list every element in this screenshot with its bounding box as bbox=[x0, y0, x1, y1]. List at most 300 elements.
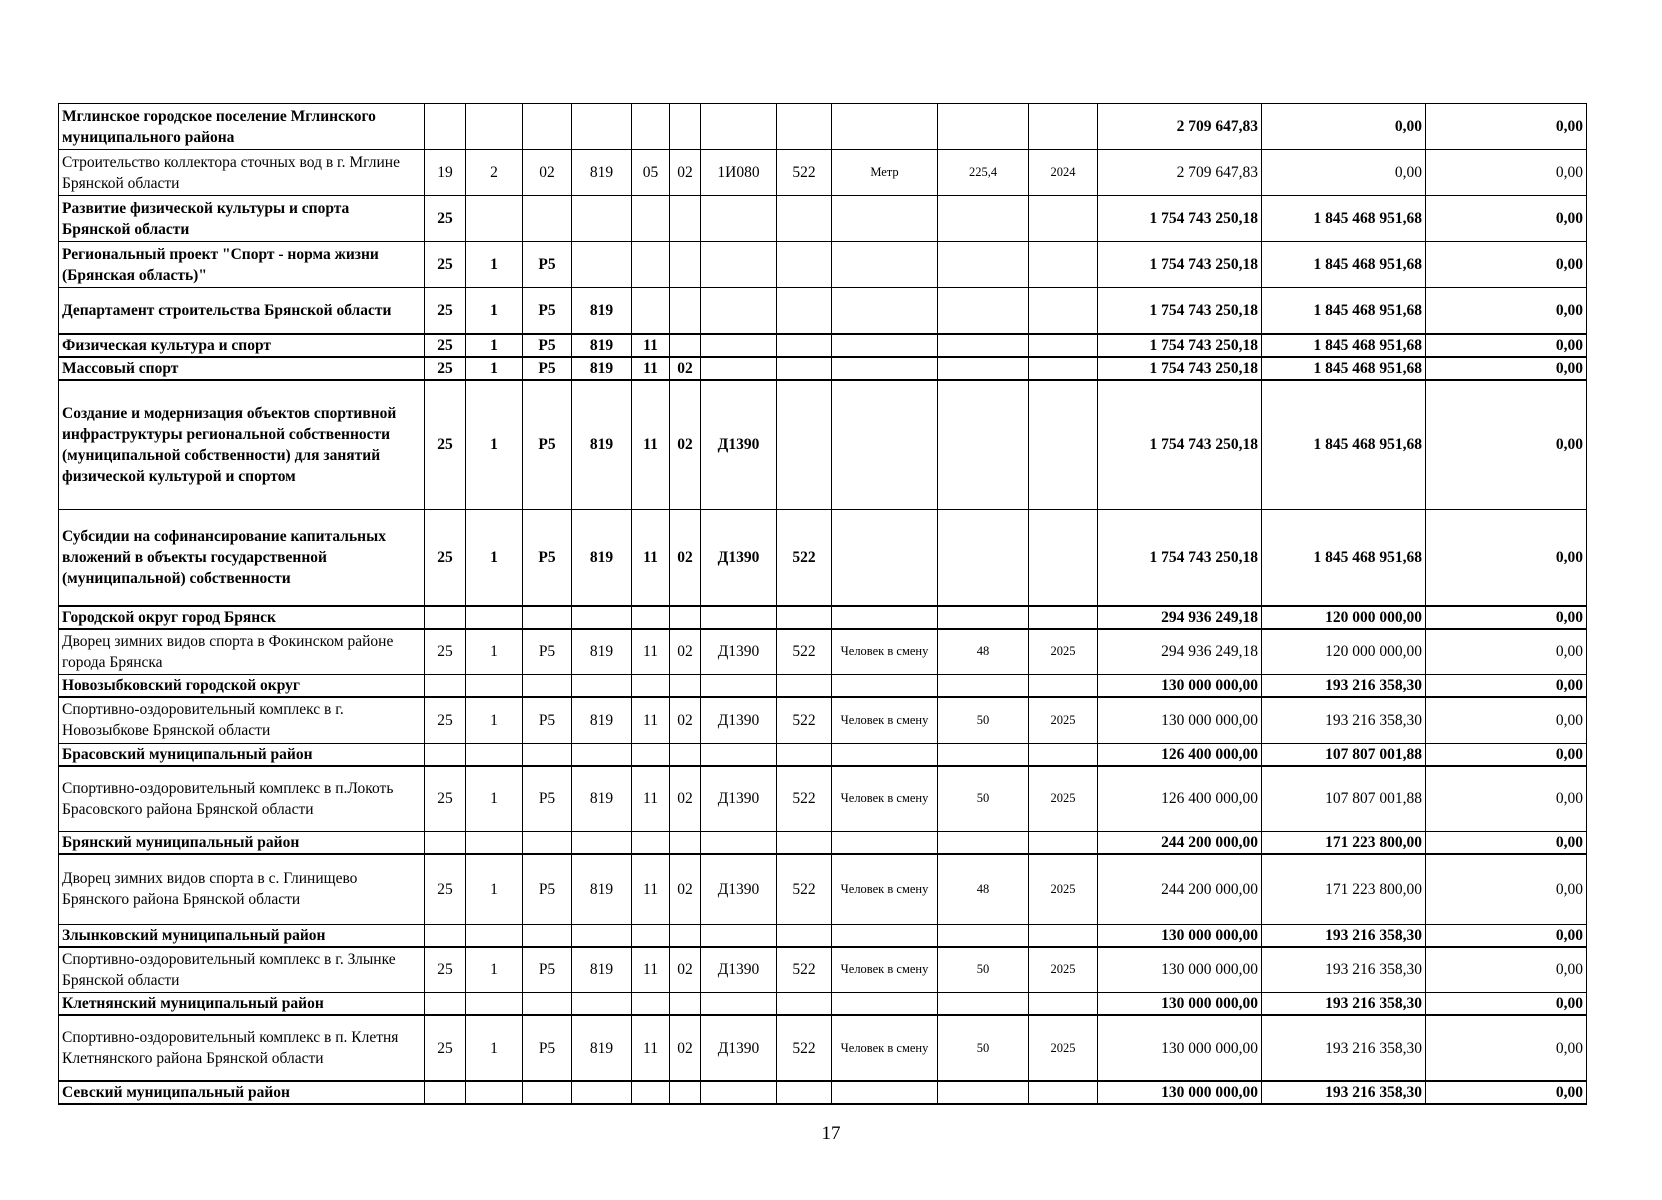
table-row bbox=[59, 993, 1587, 1016]
target-article-cell: Д1390 bbox=[701, 766, 777, 832]
project-code-cell bbox=[523, 196, 572, 242]
amount-year3-cell: 0,00 bbox=[1426, 104, 1587, 150]
subsection-code-cell: 02 bbox=[670, 357, 701, 380]
subprogram-code-cell: 1 bbox=[466, 766, 523, 832]
item-name-cell: Региональный проект "Спорт - норма жизни (Брянская область)" bbox=[59, 242, 425, 288]
project-code-cell: Р5 bbox=[523, 766, 572, 832]
subsection-code-cell bbox=[670, 288, 701, 334]
amount-year2-cell: 171 223 800,00 bbox=[1262, 854, 1426, 924]
amount-year2-cell: 193 216 358,30 bbox=[1262, 993, 1426, 1016]
capacity-cell bbox=[938, 743, 1029, 766]
department-code-cell bbox=[572, 104, 632, 150]
subprogram-code-cell bbox=[466, 606, 523, 629]
project-code-cell: 02 bbox=[523, 150, 572, 196]
year-cell bbox=[1029, 606, 1098, 629]
amount-year3-cell: 0,00 bbox=[1426, 510, 1587, 606]
program-code-cell: 25 bbox=[425, 629, 466, 675]
amount-year3-cell: 0,00 bbox=[1426, 380, 1587, 510]
year-cell bbox=[1029, 380, 1098, 510]
section-code-cell: 11 bbox=[632, 510, 670, 606]
amount-year1-cell: 1 754 743 250,18 bbox=[1098, 357, 1262, 380]
department-code-cell bbox=[572, 242, 632, 288]
unit-cell bbox=[832, 743, 938, 766]
amount-year1-cell: 2 709 647,83 bbox=[1098, 104, 1262, 150]
expense-type-cell bbox=[777, 196, 832, 242]
department-code-cell bbox=[572, 1081, 632, 1104]
capacity-cell: 225,4 bbox=[938, 150, 1029, 196]
project-code-cell: Р5 bbox=[523, 854, 572, 924]
project-code-cell: Р5 bbox=[523, 629, 572, 675]
section-code-cell: 05 bbox=[632, 150, 670, 196]
department-code-cell: 819 bbox=[572, 697, 632, 743]
department-code-cell: 819 bbox=[572, 334, 632, 357]
program-code-cell: 19 bbox=[425, 150, 466, 196]
amount-year3-cell: 0,00 bbox=[1426, 832, 1587, 855]
project-code-cell: Р5 bbox=[523, 288, 572, 334]
item-name-cell: Севский муниципальный район bbox=[59, 1081, 425, 1104]
amount-year1-cell: 1 754 743 250,18 bbox=[1098, 242, 1262, 288]
amount-year2-cell: 1 845 468 951,68 bbox=[1262, 334, 1426, 357]
target-article-cell: Д1390 bbox=[701, 947, 777, 993]
unit-cell bbox=[832, 288, 938, 334]
subsection-code-cell bbox=[670, 606, 701, 629]
table-row bbox=[59, 947, 1587, 993]
program-code-cell: 25 bbox=[425, 196, 466, 242]
year-cell bbox=[1029, 288, 1098, 334]
project-code-cell bbox=[523, 924, 572, 947]
year-cell bbox=[1029, 104, 1098, 150]
amount-year3-cell: 0,00 bbox=[1426, 150, 1587, 196]
item-name-cell: Физическая культура и спорт bbox=[59, 334, 425, 357]
item-name-cell: Дворец зимних видов спорта в Фокинском районе города Брянска bbox=[59, 629, 425, 675]
section-code-cell: 11 bbox=[632, 1015, 670, 1081]
table-row bbox=[59, 334, 1587, 357]
program-code-cell: 25 bbox=[425, 947, 466, 993]
amount-year3-cell: 0,00 bbox=[1426, 606, 1587, 629]
department-code-cell: 819 bbox=[572, 357, 632, 380]
year-cell bbox=[1029, 242, 1098, 288]
department-code-cell bbox=[572, 993, 632, 1016]
subsection-code-cell bbox=[670, 104, 701, 150]
program-code-cell: 25 bbox=[425, 380, 466, 510]
target-article-cell bbox=[701, 832, 777, 855]
subprogram-code-cell: 1 bbox=[466, 357, 523, 380]
amount-year3-cell: 0,00 bbox=[1426, 334, 1587, 357]
year-cell bbox=[1029, 334, 1098, 357]
amount-year3-cell: 0,00 bbox=[1426, 993, 1587, 1016]
target-article-cell bbox=[701, 196, 777, 242]
expense-type-cell bbox=[777, 104, 832, 150]
expense-type-cell bbox=[777, 380, 832, 510]
unit-cell bbox=[832, 606, 938, 629]
amount-year3-cell: 0,00 bbox=[1426, 766, 1587, 832]
amount-year2-cell: 193 216 358,30 bbox=[1262, 697, 1426, 743]
project-code-cell: Р5 bbox=[523, 357, 572, 380]
section-code-cell: 11 bbox=[632, 334, 670, 357]
project-code-cell: Р5 bbox=[523, 947, 572, 993]
table-row bbox=[59, 196, 1587, 242]
section-code-cell bbox=[632, 288, 670, 334]
project-code-cell bbox=[523, 104, 572, 150]
year-cell: 2025 bbox=[1029, 1015, 1098, 1081]
subprogram-code-cell: 1 bbox=[466, 380, 523, 510]
subsection-code-cell: 02 bbox=[670, 629, 701, 675]
department-code-cell: 819 bbox=[572, 766, 632, 832]
table-row bbox=[59, 380, 1587, 510]
subsection-code-cell: 02 bbox=[670, 854, 701, 924]
capacity-cell bbox=[938, 242, 1029, 288]
amount-year1-cell: 1 754 743 250,18 bbox=[1098, 510, 1262, 606]
department-code-cell: 819 bbox=[572, 510, 632, 606]
unit-cell: Человек в смену bbox=[832, 1015, 938, 1081]
target-article-cell: Д1390 bbox=[701, 854, 777, 924]
subsection-code-cell bbox=[670, 1081, 701, 1104]
amount-year2-cell: 107 807 001,88 bbox=[1262, 766, 1426, 832]
unit-cell: Человек в смену bbox=[832, 697, 938, 743]
item-name-cell: Спортивно-оздоровительный комплекс в п.Локоть Брасовского района Брянской области bbox=[59, 766, 425, 832]
amount-year3-cell: 0,00 bbox=[1426, 924, 1587, 947]
unit-cell bbox=[832, 675, 938, 698]
expense-type-cell bbox=[777, 675, 832, 698]
expense-type-cell: 522 bbox=[777, 697, 832, 743]
capacity-cell bbox=[938, 510, 1029, 606]
program-code-cell: 25 bbox=[425, 1015, 466, 1081]
amount-year3-cell: 0,00 bbox=[1426, 196, 1587, 242]
unit-cell: Человек в смену bbox=[832, 854, 938, 924]
subsection-code-cell bbox=[670, 334, 701, 357]
subsection-code-cell: 02 bbox=[670, 766, 701, 832]
table-row bbox=[59, 629, 1587, 675]
capacity-cell: 50 bbox=[938, 947, 1029, 993]
amount-year1-cell: 126 400 000,00 bbox=[1098, 743, 1262, 766]
unit-cell bbox=[832, 196, 938, 242]
unit-cell bbox=[832, 380, 938, 510]
item-name-cell: Брянский муниципальный район bbox=[59, 832, 425, 855]
amount-year1-cell: 294 936 249,18 bbox=[1098, 606, 1262, 629]
table-row bbox=[59, 743, 1587, 766]
unit-cell bbox=[832, 242, 938, 288]
table-row bbox=[59, 697, 1587, 743]
amount-year2-cell: 0,00 bbox=[1262, 150, 1426, 196]
year-cell bbox=[1029, 196, 1098, 242]
year-cell bbox=[1029, 1081, 1098, 1104]
target-article-cell: Д1390 bbox=[701, 380, 777, 510]
amount-year2-cell: 1 845 468 951,68 bbox=[1262, 242, 1426, 288]
amount-year2-cell: 120 000 000,00 bbox=[1262, 606, 1426, 629]
expense-type-cell: 522 bbox=[777, 766, 832, 832]
item-name-cell: Субсидии на софинансирование капитальных вложений в объекты государственной (муниципальной) собственности bbox=[59, 510, 425, 606]
subsection-code-cell: 02 bbox=[670, 150, 701, 196]
expense-type-cell bbox=[777, 288, 832, 334]
table-row bbox=[59, 1015, 1587, 1081]
capacity-cell bbox=[938, 924, 1029, 947]
amount-year1-cell: 130 000 000,00 bbox=[1098, 993, 1262, 1016]
table-row bbox=[59, 357, 1587, 380]
department-code-cell: 819 bbox=[572, 150, 632, 196]
amount-year1-cell: 130 000 000,00 bbox=[1098, 675, 1262, 698]
capacity-cell: 48 bbox=[938, 629, 1029, 675]
item-name-cell: Спортивно-оздоровительный комплекс в г. Злынке Брянской области bbox=[59, 947, 425, 993]
target-article-cell bbox=[701, 606, 777, 629]
section-code-cell: 11 bbox=[632, 380, 670, 510]
amount-year2-cell: 193 216 358,30 bbox=[1262, 947, 1426, 993]
capacity-cell bbox=[938, 288, 1029, 334]
item-name-cell: Дворец зимних видов спорта в с. Глинищево Брянского района Брянской области bbox=[59, 854, 425, 924]
year-cell: 2025 bbox=[1029, 854, 1098, 924]
subprogram-code-cell: 1 bbox=[466, 697, 523, 743]
expense-type-cell: 522 bbox=[777, 947, 832, 993]
amount-year1-cell: 1 754 743 250,18 bbox=[1098, 334, 1262, 357]
amount-year3-cell: 0,00 bbox=[1426, 288, 1587, 334]
target-article-cell bbox=[701, 104, 777, 150]
item-name-cell: Злынковский муниципальный район bbox=[59, 924, 425, 947]
unit-cell bbox=[832, 993, 938, 1016]
capacity-cell bbox=[938, 380, 1029, 510]
department-code-cell bbox=[572, 675, 632, 698]
capacity-cell bbox=[938, 1081, 1029, 1104]
table-row bbox=[59, 104, 1587, 150]
subprogram-code-cell: 1 bbox=[466, 242, 523, 288]
department-code-cell: 819 bbox=[572, 1015, 632, 1081]
year-cell bbox=[1029, 993, 1098, 1016]
unit-cell bbox=[832, 510, 938, 606]
unit-cell: Человек в смену bbox=[832, 947, 938, 993]
project-code-cell bbox=[523, 743, 572, 766]
unit-cell bbox=[832, 357, 938, 380]
target-article-cell bbox=[701, 743, 777, 766]
expense-type-cell: 522 bbox=[777, 150, 832, 196]
subprogram-code-cell bbox=[466, 832, 523, 855]
amount-year3-cell: 0,00 bbox=[1426, 697, 1587, 743]
expense-type-cell bbox=[777, 334, 832, 357]
year-cell: 2025 bbox=[1029, 947, 1098, 993]
amount-year3-cell: 0,00 bbox=[1426, 743, 1587, 766]
amount-year1-cell: 126 400 000,00 bbox=[1098, 766, 1262, 832]
target-article-cell bbox=[701, 675, 777, 698]
subsection-code-cell: 02 bbox=[670, 380, 701, 510]
item-name-cell: Брасовский муниципальный район bbox=[59, 743, 425, 766]
capacity-cell bbox=[938, 334, 1029, 357]
subprogram-code-cell: 1 bbox=[466, 510, 523, 606]
amount-year2-cell: 1 845 468 951,68 bbox=[1262, 357, 1426, 380]
item-name-cell: Новозыбковский городской округ bbox=[59, 675, 425, 698]
table-row bbox=[59, 766, 1587, 832]
amount-year1-cell: 1 754 743 250,18 bbox=[1098, 196, 1262, 242]
amount-year1-cell: 130 000 000,00 bbox=[1098, 947, 1262, 993]
project-code-cell: Р5 bbox=[523, 510, 572, 606]
amount-year2-cell: 0,00 bbox=[1262, 104, 1426, 150]
item-name-cell: Департамент строительства Брянской области bbox=[59, 288, 425, 334]
subprogram-code-cell: 2 bbox=[466, 150, 523, 196]
target-article-cell: Д1390 bbox=[701, 697, 777, 743]
year-cell bbox=[1029, 357, 1098, 380]
amount-year1-cell: 2 709 647,83 bbox=[1098, 150, 1262, 196]
project-code-cell: Р5 bbox=[523, 1015, 572, 1081]
subprogram-code-cell: 1 bbox=[466, 947, 523, 993]
amount-year3-cell: 0,00 bbox=[1426, 1081, 1587, 1104]
expense-type-cell: 522 bbox=[777, 629, 832, 675]
item-name-cell: Клетнянский муниципальный район bbox=[59, 993, 425, 1016]
program-code-cell bbox=[425, 924, 466, 947]
section-code-cell bbox=[632, 675, 670, 698]
program-code-cell bbox=[425, 104, 466, 150]
subsection-code-cell bbox=[670, 675, 701, 698]
program-code-cell: 25 bbox=[425, 697, 466, 743]
table-row bbox=[59, 675, 1587, 698]
subsection-code-cell bbox=[670, 743, 701, 766]
program-code-cell: 25 bbox=[425, 854, 466, 924]
year-cell bbox=[1029, 510, 1098, 606]
table-row bbox=[59, 924, 1587, 947]
project-code-cell: Р5 bbox=[523, 380, 572, 510]
page-number: 17 bbox=[821, 1123, 841, 1144]
expense-type-cell bbox=[777, 832, 832, 855]
section-code-cell: 11 bbox=[632, 766, 670, 832]
subprogram-code-cell: 1 bbox=[466, 854, 523, 924]
subprogram-code-cell: 1 bbox=[466, 629, 523, 675]
year-cell bbox=[1029, 743, 1098, 766]
amount-year3-cell: 0,00 bbox=[1426, 1015, 1587, 1081]
department-code-cell bbox=[572, 743, 632, 766]
unit-cell: Метр bbox=[832, 150, 938, 196]
table-row bbox=[59, 242, 1587, 288]
project-code-cell bbox=[523, 832, 572, 855]
year-cell: 2025 bbox=[1029, 629, 1098, 675]
item-name-cell: Развитие физической культуры и спорта Брянской области bbox=[59, 196, 425, 242]
section-code-cell bbox=[632, 832, 670, 855]
program-code-cell bbox=[425, 743, 466, 766]
program-code-cell: 25 bbox=[425, 288, 466, 334]
amount-year1-cell: 244 200 000,00 bbox=[1098, 854, 1262, 924]
target-article-cell: Д1390 bbox=[701, 629, 777, 675]
subsection-code-cell: 02 bbox=[670, 1015, 701, 1081]
amount-year2-cell: 1 845 468 951,68 bbox=[1262, 196, 1426, 242]
project-code-cell bbox=[523, 675, 572, 698]
amount-year1-cell: 130 000 000,00 bbox=[1098, 1015, 1262, 1081]
subprogram-code-cell: 1 bbox=[466, 288, 523, 334]
amount-year1-cell: 1 754 743 250,18 bbox=[1098, 380, 1262, 510]
expense-type-cell: 522 bbox=[777, 854, 832, 924]
amount-year2-cell: 171 223 800,00 bbox=[1262, 832, 1426, 855]
subprogram-code-cell bbox=[466, 1081, 523, 1104]
amount-year2-cell: 107 807 001,88 bbox=[1262, 743, 1426, 766]
capacity-cell bbox=[938, 196, 1029, 242]
subprogram-code-cell bbox=[466, 104, 523, 150]
item-name-cell: Городской округ город Брянск bbox=[59, 606, 425, 629]
section-code-cell: 11 bbox=[632, 357, 670, 380]
section-code-cell bbox=[632, 743, 670, 766]
section-code-cell: 11 bbox=[632, 854, 670, 924]
project-code-cell bbox=[523, 993, 572, 1016]
table-row bbox=[59, 1081, 1587, 1104]
amount-year2-cell: 193 216 358,30 bbox=[1262, 1081, 1426, 1104]
subprogram-code-cell bbox=[466, 196, 523, 242]
section-code-cell bbox=[632, 924, 670, 947]
subsection-code-cell: 02 bbox=[670, 697, 701, 743]
amount-year1-cell: 294 936 249,18 bbox=[1098, 629, 1262, 675]
subsection-code-cell: 02 bbox=[670, 510, 701, 606]
item-name-cell: Спортивно-оздоровительный комплекс в г. Новозыбкове Брянской области bbox=[59, 697, 425, 743]
unit-cell: Человек в смену bbox=[832, 629, 938, 675]
capacity-cell bbox=[938, 606, 1029, 629]
project-code-cell: Р5 bbox=[523, 697, 572, 743]
expense-type-cell bbox=[777, 357, 832, 380]
program-code-cell bbox=[425, 993, 466, 1016]
program-code-cell: 25 bbox=[425, 334, 466, 357]
target-article-cell bbox=[701, 334, 777, 357]
capacity-cell bbox=[938, 104, 1029, 150]
amount-year1-cell: 1 754 743 250,18 bbox=[1098, 288, 1262, 334]
year-cell bbox=[1029, 832, 1098, 855]
subsection-code-cell bbox=[670, 924, 701, 947]
item-name-cell: Строительство коллектора сточных вод в г. Мглине Брянской области bbox=[59, 150, 425, 196]
table-row bbox=[59, 832, 1587, 855]
amount-year1-cell: 130 000 000,00 bbox=[1098, 924, 1262, 947]
item-name-cell: Мглинское городское поселение Мглинского муниципального района bbox=[59, 104, 425, 150]
expense-type-cell bbox=[777, 1081, 832, 1104]
program-code-cell: 25 bbox=[425, 242, 466, 288]
department-code-cell bbox=[572, 196, 632, 242]
program-code-cell bbox=[425, 1081, 466, 1104]
amount-year3-cell: 0,00 bbox=[1426, 629, 1587, 675]
amount-year2-cell: 1 845 468 951,68 bbox=[1262, 380, 1426, 510]
table-row bbox=[59, 288, 1587, 334]
amount-year1-cell: 130 000 000,00 bbox=[1098, 697, 1262, 743]
year-cell: 2024 bbox=[1029, 150, 1098, 196]
expense-type-cell bbox=[777, 743, 832, 766]
year-cell bbox=[1029, 924, 1098, 947]
department-code-cell: 819 bbox=[572, 288, 632, 334]
section-code-cell bbox=[632, 606, 670, 629]
subsection-code-cell bbox=[670, 242, 701, 288]
amount-year3-cell: 0,00 bbox=[1426, 357, 1587, 380]
department-code-cell: 819 bbox=[572, 629, 632, 675]
unit-cell bbox=[832, 104, 938, 150]
amount-year3-cell: 0,00 bbox=[1426, 675, 1587, 698]
budget-table bbox=[58, 103, 1587, 1105]
subprogram-code-cell bbox=[466, 743, 523, 766]
amount-year3-cell: 0,00 bbox=[1426, 947, 1587, 993]
year-cell bbox=[1029, 675, 1098, 698]
project-code-cell bbox=[523, 1081, 572, 1104]
program-code-cell: 25 bbox=[425, 510, 466, 606]
department-code-cell bbox=[572, 832, 632, 855]
amount-year2-cell: 120 000 000,00 bbox=[1262, 629, 1426, 675]
capacity-cell: 48 bbox=[938, 854, 1029, 924]
project-code-cell bbox=[523, 606, 572, 629]
expense-type-cell bbox=[777, 606, 832, 629]
project-code-cell: Р5 bbox=[523, 242, 572, 288]
subsection-code-cell: 02 bbox=[670, 947, 701, 993]
expense-type-cell bbox=[777, 924, 832, 947]
table-row bbox=[59, 510, 1587, 606]
unit-cell: Человек в смену bbox=[832, 766, 938, 832]
table-row bbox=[59, 854, 1587, 924]
target-article-cell bbox=[701, 242, 777, 288]
capacity-cell bbox=[938, 993, 1029, 1016]
capacity-cell: 50 bbox=[938, 766, 1029, 832]
amount-year3-cell: 0,00 bbox=[1426, 242, 1587, 288]
amount-year1-cell: 244 200 000,00 bbox=[1098, 832, 1262, 855]
section-code-cell bbox=[632, 242, 670, 288]
section-code-cell bbox=[632, 104, 670, 150]
capacity-cell bbox=[938, 357, 1029, 380]
subsection-code-cell bbox=[670, 993, 701, 1016]
section-code-cell bbox=[632, 196, 670, 242]
capacity-cell: 50 bbox=[938, 697, 1029, 743]
subprogram-code-cell bbox=[466, 993, 523, 1016]
expense-type-cell bbox=[777, 993, 832, 1016]
